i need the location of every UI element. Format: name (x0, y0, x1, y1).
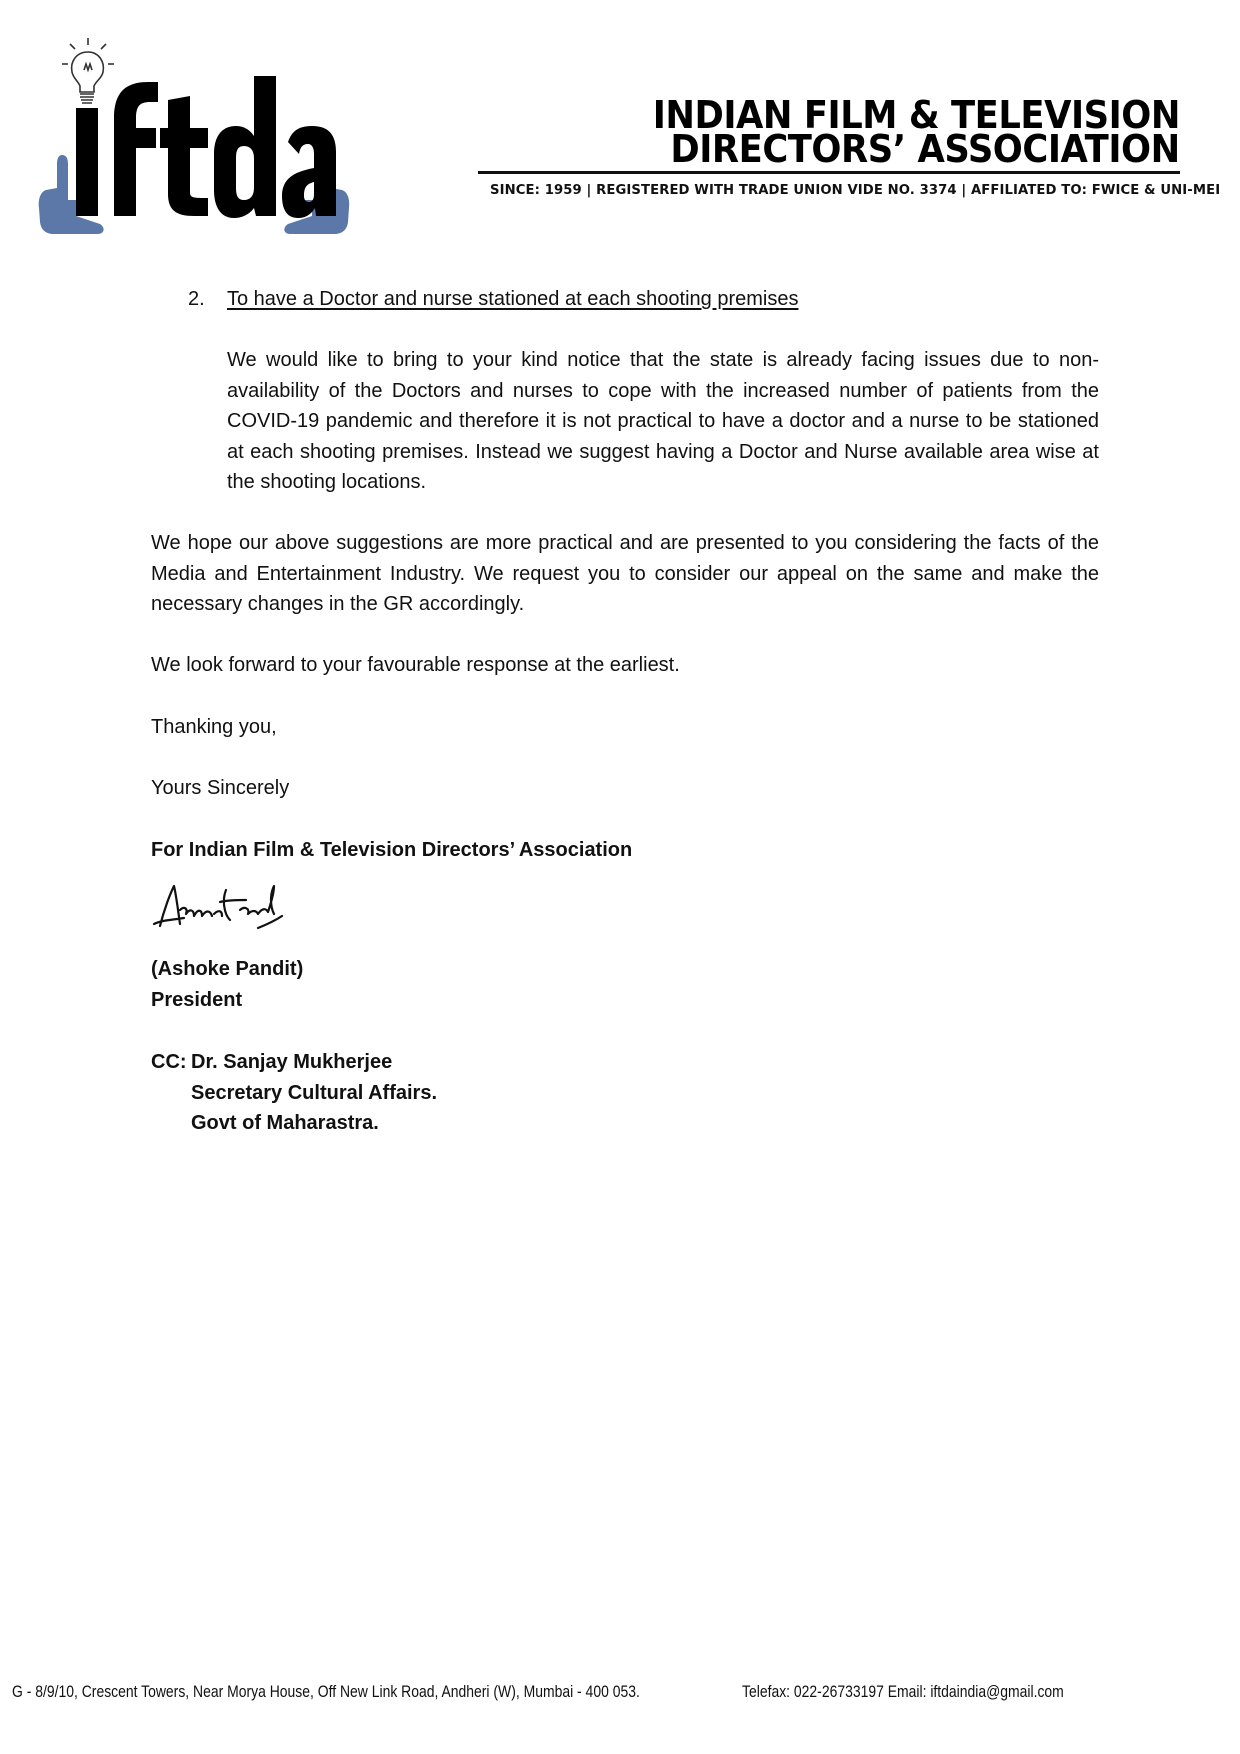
cc-organization: Govt of Maharastra. (191, 1112, 379, 1134)
list-item-number: 2. (188, 288, 205, 310)
body-paragraph-2: We hope our above suggestions are more practical and are presented to you considering the facts of the Media and Entertainment Industry. We request you to consider our appeal on the same and make the necessary changes in the GR accordingly. (151, 532, 1099, 616)
signer-name: (Ashoke Pandit) (151, 958, 304, 980)
closing-thanks: Thanking you, (151, 716, 277, 738)
org-name-line2: DIRECTORS’ ASSOCIATION (670, 127, 1180, 171)
logo-graphic-icon (36, 30, 366, 245)
signer-title: President (151, 989, 243, 1011)
cc-label: CC: (151, 1051, 187, 1073)
list-item-paragraph: We would like to bring to your kind notice that the state is already facing issues due to non-availability of the Doctors and nurses to cope with the increased number of patients from the COVID-19 pandemic and therefore it is not practical to have a doctor and a nurse to be stationed at each shooting premises. Instead we suggest having a Doctor and Nurse available area wise at the shooting locations. (227, 349, 1099, 494)
body-paragraph-3: We look forward to your favourable response at the earliest. (151, 654, 680, 676)
signature-icon (150, 880, 290, 940)
header-divider (478, 171, 1180, 174)
closing-sign-off: Yours Sincerely (151, 777, 290, 799)
iftda-wordmark (76, 76, 336, 218)
header-subtitle: SINCE: 1959 | REGISTERED WITH TRADE UNION VIDE NO. 3374 | AFFILIATED TO: FWICE & UNI-MEI (490, 183, 1221, 198)
cc-name: Dr. Sanjay Mukherjee (191, 1051, 393, 1073)
list-item-heading: To have a Doctor and nurse stationed at each shooting premises (227, 288, 799, 310)
iftda-logo (36, 30, 366, 245)
closing-for-org: For Indian Film & Television Directors’ Association (151, 839, 633, 861)
light-bulb-icon (62, 38, 114, 103)
footer-contact: Telefax: 022-26733197 Email: iftdaindia@gmail.com (742, 1682, 1064, 1701)
cc-designation: Secretary Cultural Affairs. (191, 1082, 438, 1104)
org-name-line1: INDIAN FILM & TELEVISION (652, 93, 1180, 137)
footer-address: G - 8/9/10, Crescent Towers, Near Morya House, Off New Link Road, Andheri (W), Mumbai - 400 053. (12, 1682, 640, 1701)
